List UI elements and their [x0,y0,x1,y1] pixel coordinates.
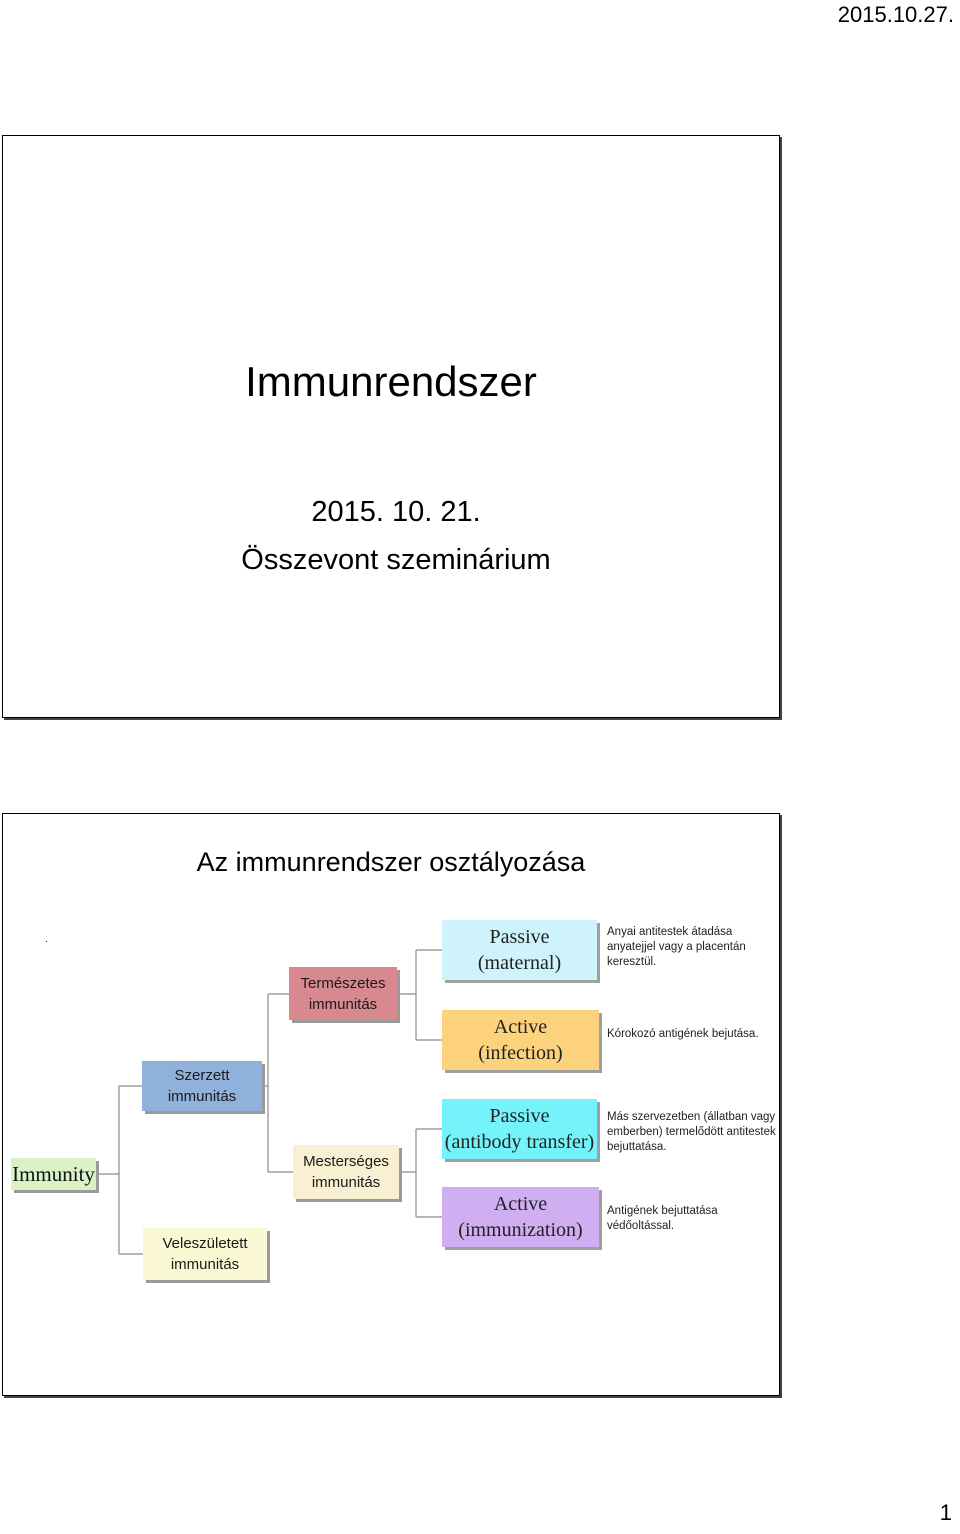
passive-transfer-line1: Passive [489,1105,550,1127]
description-infection: Kórokozó antigének bejutása. [607,1028,759,1040]
passive-maternal-line1: Passive [489,926,550,948]
immunity-root-box: Immunity [11,1158,96,1190]
active-infection-box [442,1010,599,1070]
stray-dot: . [45,934,48,945]
header-date: 2015.10.27. [837,2,954,27]
passive-maternal-line2: (maternal) [477,952,562,974]
artificial-immunity-box: Mesterséges immunitás [293,1145,399,1199]
slide-1-date: 2015. 10. 21. [311,496,481,528]
slide-1-subtitle: Összevont szeminárium [241,544,551,576]
slide-1-title: Immunrendszer [245,358,537,405]
passive-maternal-box [442,920,597,980]
page-number: 1 [939,1500,952,1525]
passive-transfer-line2: (antibody transfer) [444,1131,595,1153]
slide-1 [2,135,780,718]
innate-immunity-box: Veleszületett immunitás [143,1228,267,1280]
active-infection-line2: (infection) [478,1042,563,1064]
description-antibody-transfer: Más szervezetben (állatban vagy emberben) termelődött antitestek bejuttatása. [607,1111,776,1153]
description-maternal: Anyai antitestek átadása anyatejjel vagy a placentán keresztül. [607,926,746,968]
acquired-immunity-box: Szerzett immunitás [142,1061,262,1111]
natural-immunity-box: Természetes immunitás [289,967,397,1020]
active-immunization-line2: (immunization) [458,1219,583,1241]
tree-connectors [3,814,779,1395]
passive-antibody-transfer-box [442,1099,597,1159]
active-immunization-line1: Active [493,1193,548,1215]
active-infection-line1: Active [493,1016,548,1038]
slide-2 [2,813,780,1396]
active-immunization-box [442,1187,599,1247]
description-immunization: Antigének bejuttatása védőoltással. [607,1205,718,1232]
slide-2-title: Az immunrendszer osztályozása [196,847,586,877]
